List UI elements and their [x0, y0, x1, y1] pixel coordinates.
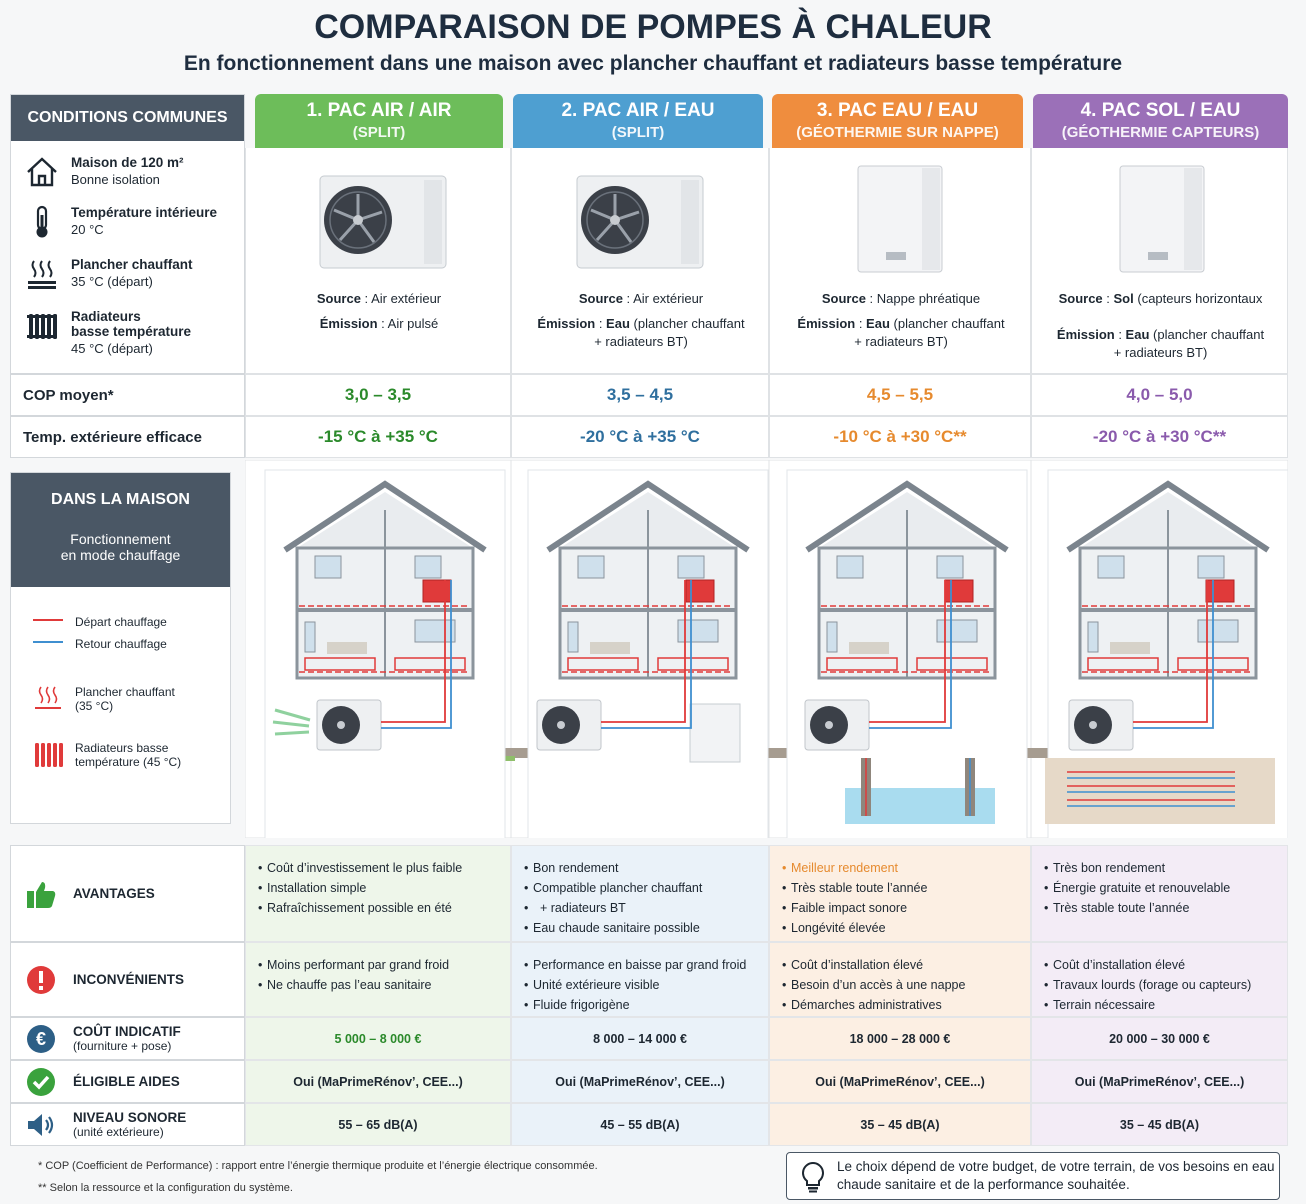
- advantages-label: AVANTAGES: [10, 845, 245, 942]
- legend-floor-heating: Plancher chauffant (35 °C): [31, 685, 175, 713]
- thermometer-icon: [25, 205, 59, 239]
- conditions-header: CONDITIONS COMMUNES: [11, 95, 244, 141]
- column-header-3: 3. PAC EAU / EAU (GÉOTHERMIE SUR NAPPE): [772, 94, 1023, 148]
- drawbacks-col-3: • Coût d’installation élevé • Besoin d’un accès à une nappe • Démarches administratives: [769, 942, 1031, 1017]
- condition-house: Maison de 120 m² Bonne isolation: [25, 155, 184, 189]
- cop-value-4: 4,0 – 5,0: [1031, 374, 1288, 416]
- cop-value-1: 3,0 – 3,5: [245, 374, 511, 416]
- house-legend-header: DANS LA MAISON Fonctionnement en mode chauffage: [11, 473, 230, 587]
- supply-line-icon: [31, 615, 65, 625]
- legend-return: Retour chauffage: [31, 637, 167, 651]
- cop-label: COP moyen*: [10, 374, 245, 416]
- noise-value-3: 35 – 45 dB(A): [769, 1103, 1031, 1146]
- temp-value-1: -15 °C à +35 °C: [245, 416, 511, 458]
- footnote-resource: ** Selon la ressource et la configuration du système.: [38, 1182, 293, 1194]
- page-subtitle: En fonctionnement dans une maison avec plancher chauffant et radiateurs basse température: [183, 52, 1123, 75]
- drawbacks-label: INCONVÉNIENTS: [10, 942, 245, 1017]
- tip-box: Le choix dépend de votre budget, de votre terrain, de vos besoins en eau chaude sanitaire et de la performance souhaitée.: [786, 1152, 1280, 1200]
- cost-value-3: 18 000 – 28 000 €: [769, 1017, 1031, 1060]
- warning-icon: [25, 964, 57, 996]
- column-body-4: [1031, 148, 1288, 374]
- cost-value-2: 8 000 – 14 000 €: [511, 1017, 769, 1060]
- conditions-panel: [10, 94, 245, 374]
- advantages-col-1: • Coût d’investissement le plus faible • Installation simple • Rafraîchissement possible en été: [245, 845, 511, 942]
- temp-value-2: -20 °C à +35 °C: [511, 416, 769, 458]
- aid-value-3: Oui (MaPrimeRénov’, CEE...): [769, 1060, 1031, 1103]
- source-4: Source : Sol (capteurs horizontaux: [1058, 291, 1263, 306]
- source-2: Source : Air extérieur: [578, 291, 704, 306]
- drawbacks-col-4: • Coût d’installation élevé • Travaux lourds (forage ou capteurs) • Terrain nécessaire: [1031, 942, 1288, 1017]
- cop-value-3: 4,5 – 5,5: [769, 374, 1031, 416]
- indoor-heatpump-image: [856, 164, 946, 276]
- outdoor-unit-image: [318, 172, 450, 272]
- emission-2: Émission : Eau (plancher chauffant + radiateurs BT): [537, 316, 745, 349]
- aid-value-1: Oui (MaPrimeRénov’, CEE...): [245, 1060, 511, 1103]
- temp-value-3: -10 °C à +30 °C**: [769, 416, 1031, 458]
- svg-text:€: €: [35, 1028, 47, 1049]
- house-icon: [25, 155, 59, 189]
- legend-radiator: Radiateurs basse température (45 °C): [31, 741, 181, 769]
- cop-value-2: 3,5 – 4,5: [511, 374, 769, 416]
- check-circle-icon: [25, 1066, 57, 1098]
- cost-value-1: 5 000 – 8 000 €: [245, 1017, 511, 1060]
- floor-heating-icon: [25, 257, 59, 291]
- column-header-4: 4. PAC SOL / EAU (GÉOTHERMIE CAPTEURS): [1033, 94, 1288, 148]
- emission-4: Émission : Eau (plancher chauffant + radiateurs BT): [1056, 327, 1265, 360]
- condition-radiators: Radiateurs basse température 45 °C (départ): [25, 309, 191, 356]
- column-header-2: 2. PAC AIR / EAU (SPLIT): [513, 94, 763, 148]
- house-legend-panel: [10, 472, 231, 824]
- radiator-icon: [25, 309, 59, 343]
- emission-3: Émission : Eau (plancher chauffant + radiateurs BT): [797, 316, 1005, 349]
- speaker-icon: [25, 1109, 57, 1141]
- column-body-1: [245, 148, 511, 374]
- emission-1: Émission : Air pulsé: [319, 316, 439, 331]
- advantages-col-3: • Meilleur rendement • Très stable toute l’année • Faible impact sonore • Longévité élevée: [769, 845, 1031, 942]
- advantages-col-4: • Très bon rendement • Énergie gratuite et renouvelable • Très stable toute l’année: [1031, 845, 1288, 942]
- footnote-cop: * COP (Coefficient de Performance) : rapport entre l’énergie thermique produite et l’énergie électrique consommée.: [38, 1160, 598, 1172]
- condition-temperature: Température intérieure 20 °C: [25, 205, 217, 239]
- column-body-3: [769, 148, 1031, 374]
- noise-label: NIVEAU SONORE (unité extérieure): [10, 1103, 245, 1146]
- cost-value-4: 20 000 – 30 000 €: [1031, 1017, 1288, 1060]
- legend-supply: Départ chauffage: [31, 615, 167, 629]
- drawbacks-col-2: • Performance en baisse par grand froid • Unité extérieure visible • Fluide frigorigène: [511, 942, 769, 1017]
- noise-value-2: 45 – 55 dB(A): [511, 1103, 769, 1146]
- condition-floor-heating: Plancher chauffant 35 °C (départ): [25, 257, 193, 291]
- noise-value-1: 55 – 65 dB(A): [245, 1103, 511, 1146]
- indoor-heatpump-image: [1118, 164, 1208, 276]
- thumbs-up-icon: [25, 878, 57, 910]
- aid-value-4: Oui (MaPrimeRénov’, CEE...): [1031, 1060, 1288, 1103]
- column-header-1: 1. PAC AIR / AIR (SPLIT): [255, 94, 503, 148]
- house-illustrations: [245, 460, 1288, 838]
- source-1: Source : Air extérieur: [316, 291, 442, 306]
- drawbacks-col-1: • Moins performant par grand froid • Ne chauffe pas l’eau sanitaire: [245, 942, 511, 1017]
- column-body-2: [511, 148, 769, 374]
- return-line-icon: [31, 637, 65, 647]
- lightbulb-icon: [799, 1161, 827, 1193]
- page-title: COMPARAISON DE POMPES À CHALEUR: [314, 8, 992, 46]
- aid-label: ÉLIGIBLE AIDES: [10, 1060, 245, 1103]
- temp-label: Temp. extérieure efficace: [10, 416, 245, 458]
- noise-value-4: 35 – 45 dB(A): [1031, 1103, 1288, 1146]
- advantages-col-2: • Bon rendement • Compatible plancher chauffant • + radiateurs BT • Eau chaude sanitaire possible: [511, 845, 769, 942]
- source-3: Source : Nappe phréatique: [821, 291, 981, 306]
- outdoor-unit-image: [575, 172, 707, 272]
- radiator-icon: [31, 741, 65, 769]
- temp-value-4: -20 °C à +30 °C**: [1031, 416, 1288, 458]
- cost-label: € COÛT INDICATIF (fourniture + pose): [10, 1017, 245, 1060]
- aid-value-2: Oui (MaPrimeRénov’, CEE...): [511, 1060, 769, 1103]
- floor-heating-icon: [31, 685, 65, 713]
- euro-icon: [25, 1023, 57, 1055]
